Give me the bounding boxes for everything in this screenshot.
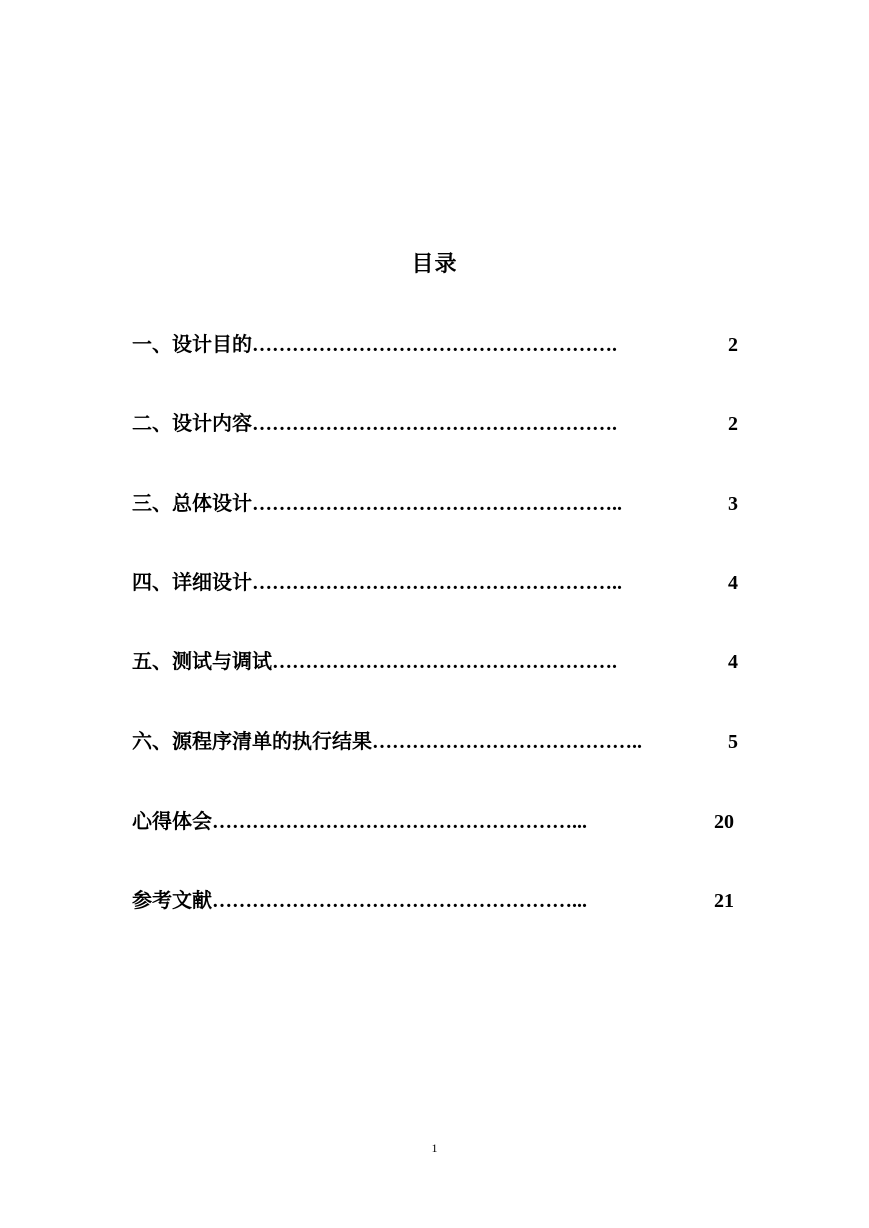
toc-entry-leader: ………………………………….. xyxy=(372,731,642,753)
toc-entry-label: 三、总体设计 xyxy=(132,491,252,515)
toc-title: 目录 xyxy=(411,251,458,277)
toc-entry-leader: ……………………………………………. xyxy=(272,651,617,673)
toc-entry-label: 心得体会 xyxy=(132,809,212,833)
toc-entry-leader: ………………………………………………... xyxy=(212,811,587,833)
toc-entry-leader: ………………………………………………... xyxy=(212,890,587,912)
toc-entry-label: 一、设计目的 xyxy=(132,332,252,356)
toc-entry-5[interactable] xyxy=(132,647,738,675)
toc-entry-page: 5 xyxy=(728,731,738,753)
toc-entry-label: 二、设计内容 xyxy=(132,411,252,435)
toc-entry-leader: ………………………………………………. xyxy=(252,334,617,356)
toc-entry-8[interactable] xyxy=(132,886,734,914)
toc-entry-leader: ……………………………………………….. xyxy=(252,493,622,515)
toc-entry-label: 六、源程序清单的执行结果 xyxy=(132,729,372,753)
toc-entry-page: 2 xyxy=(728,334,738,356)
toc-entry-3[interactable] xyxy=(132,489,738,517)
toc-entry-4[interactable] xyxy=(132,568,738,596)
toc-entry-6[interactable] xyxy=(132,727,738,755)
toc-entry-2[interactable] xyxy=(132,409,738,437)
page-number: 1 xyxy=(431,1141,438,1155)
toc-entry-page: 3 xyxy=(728,493,738,515)
toc-entry-label: 四、详细设计 xyxy=(132,570,252,594)
toc-entry-label: 五、测试与调试 xyxy=(132,649,272,673)
toc-entry-1[interactable] xyxy=(132,330,738,358)
toc-entry-leader: ………………………………………………. xyxy=(252,413,617,435)
toc-entry-page: 21 xyxy=(714,890,734,912)
toc-entry-leader: ……………………………………………….. xyxy=(252,572,622,594)
toc-entry-7[interactable] xyxy=(132,807,734,835)
toc-entry-page: 4 xyxy=(728,651,738,673)
toc-entry-page: 2 xyxy=(728,413,738,435)
toc-entry-page: 20 xyxy=(714,811,734,833)
toc-entry-page: 4 xyxy=(728,572,738,594)
toc-entry-label: 参考文献 xyxy=(132,888,212,912)
